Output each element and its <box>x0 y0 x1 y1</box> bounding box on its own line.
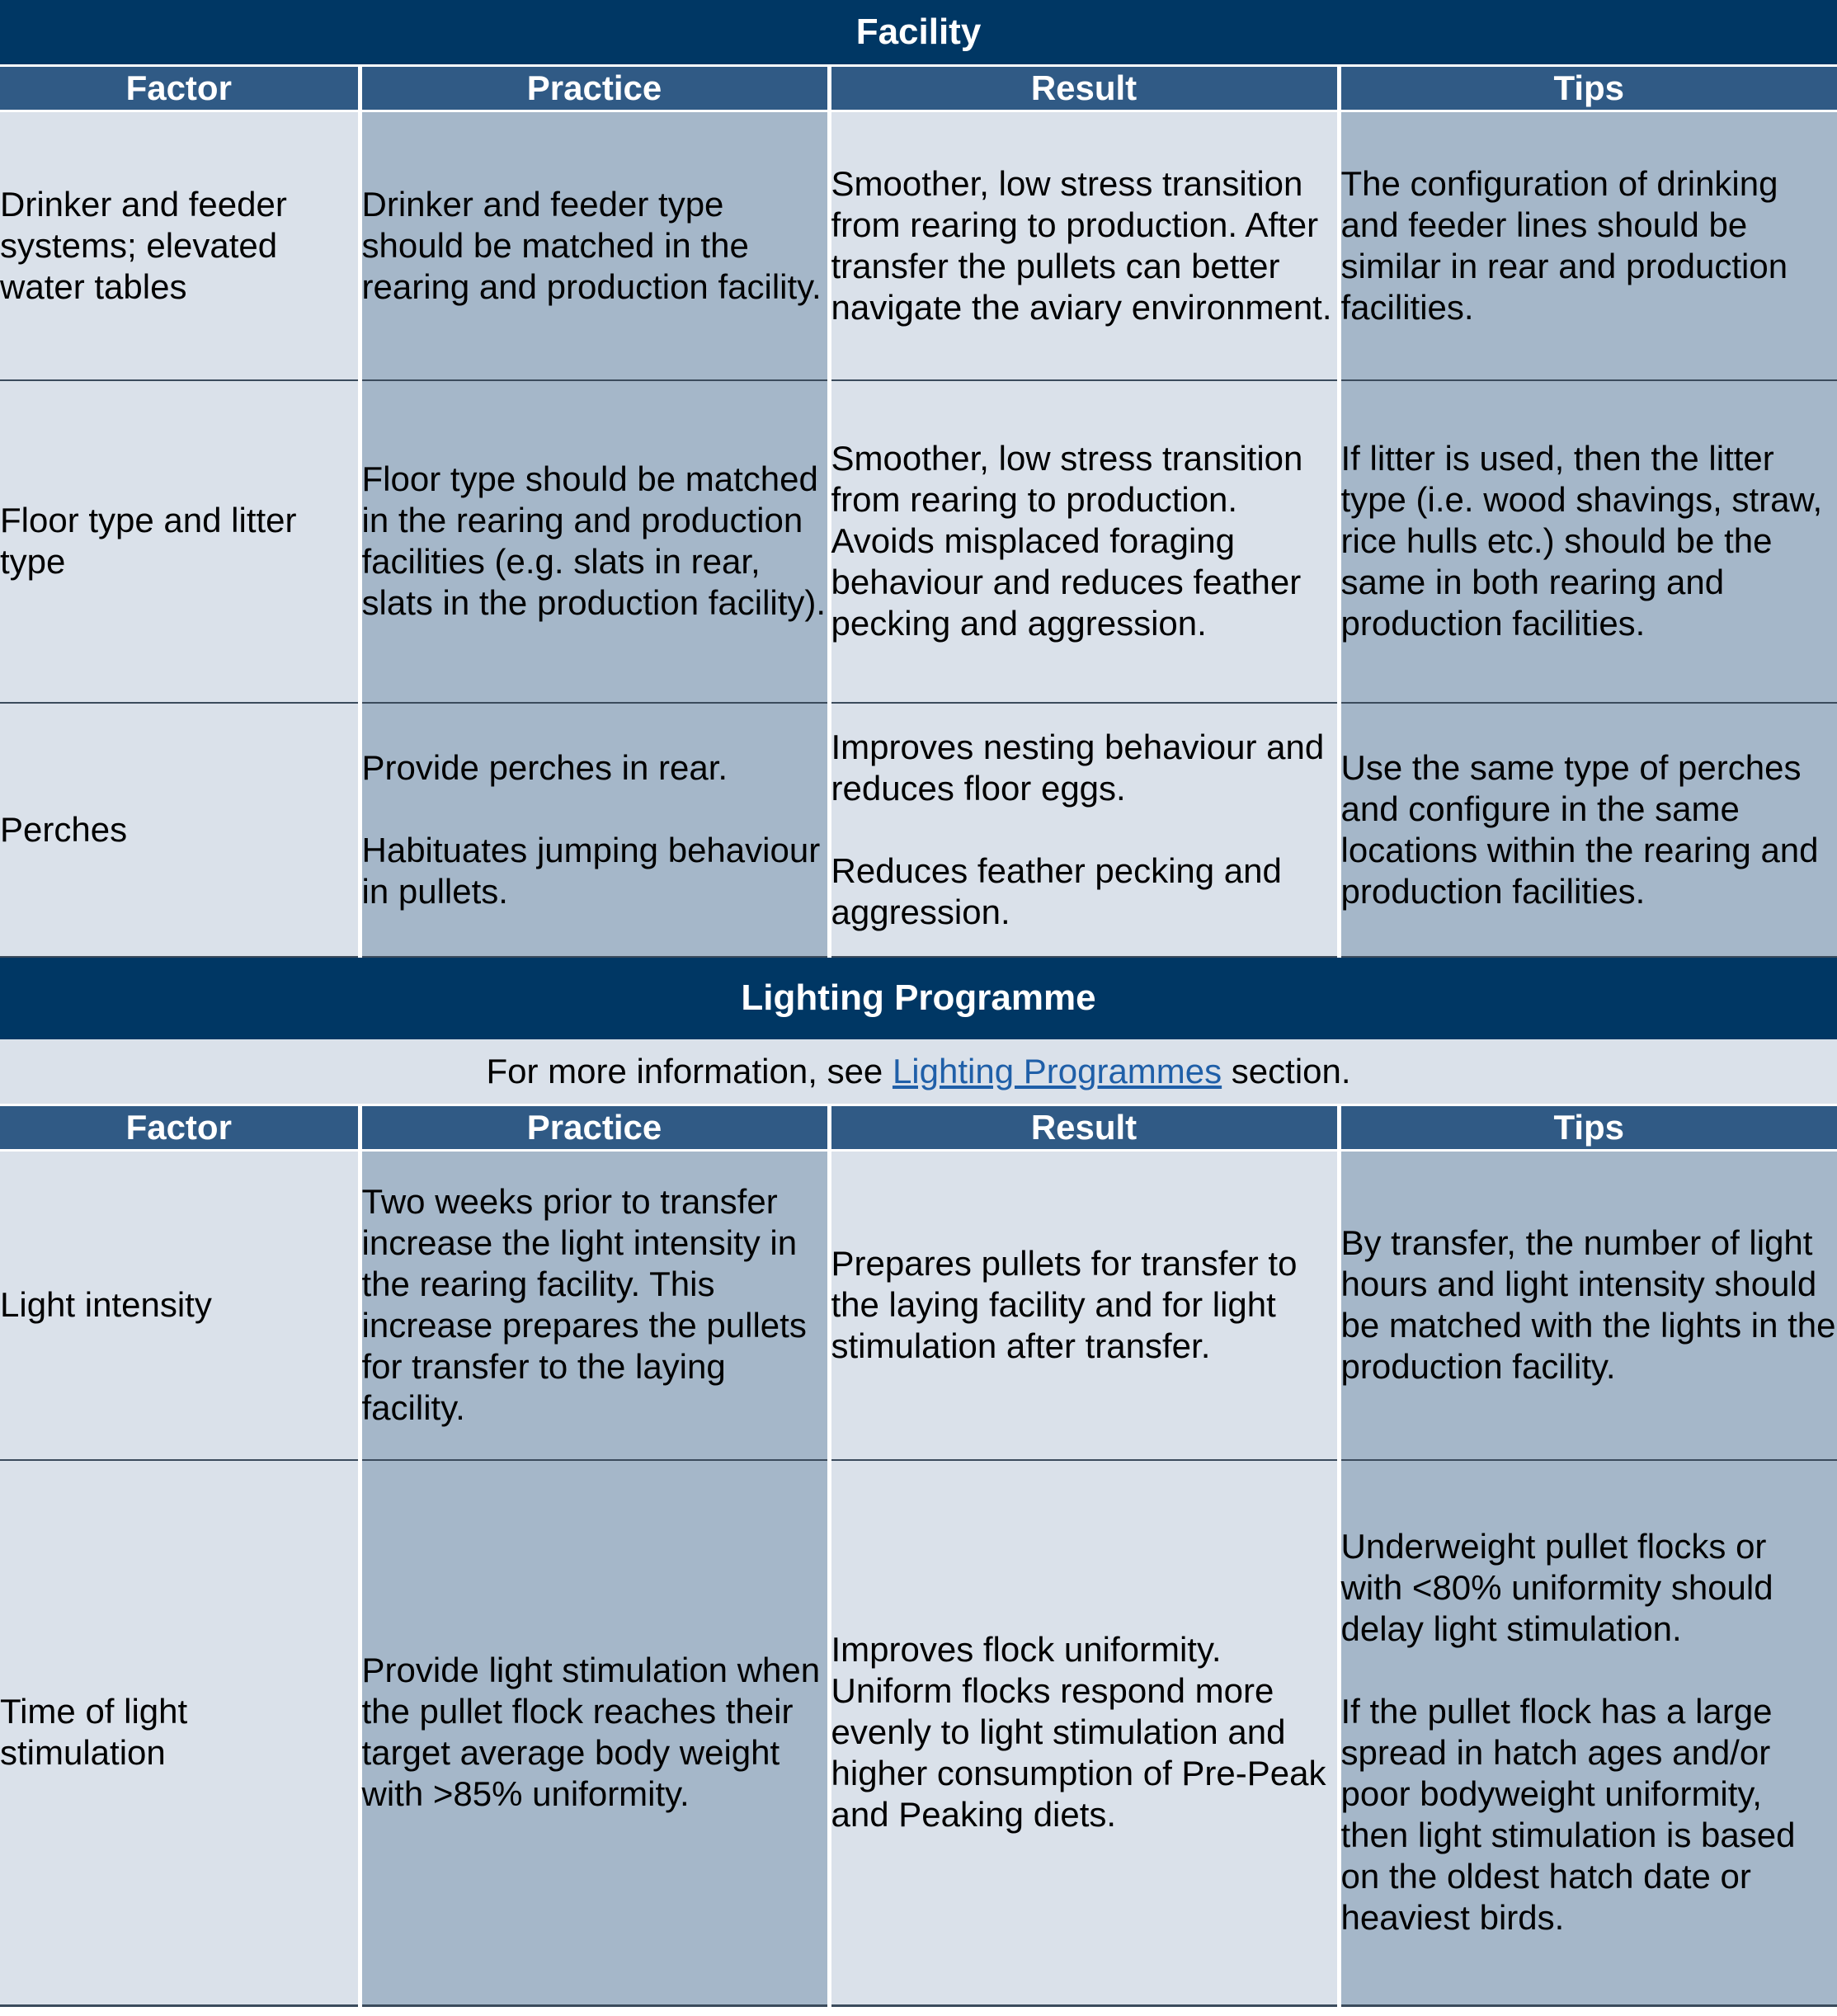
table-row <box>0 703 1837 957</box>
column-header-tips: Tips <box>1339 66 1837 111</box>
lighting-programmes-link[interactable]: Lighting Programmes <box>892 1051 1222 1090</box>
column-header-result: Result <box>829 66 1339 111</box>
practice-cell: Provide perches in rear. Habituates jumping behaviour in pullets. <box>360 703 829 957</box>
info-text: For more information, see Lighting Programmes section. <box>0 1039 1837 1105</box>
factor-cell: Light intensity <box>0 1150 360 1460</box>
tips-cell: If litter is used, then the litter type (i.e. wood shavings, straw, rice hulls etc.) should be the same in both rearing and production facilities. <box>1339 380 1837 703</box>
tips-cell: The configuration of drinking and feeder lines should be similar in rear and production facilities. <box>1339 111 1837 380</box>
tips-cell: Use the same type of perches and configure in the same locations within the rearing and production facilities. <box>1339 703 1837 957</box>
column-header-tips: Tips <box>1339 1105 1837 1150</box>
practice-cell: Drinker and feeder type should be matched in the rearing and production facility. <box>360 111 829 380</box>
result-cell: Smoother, low stress transition from rearing to production. After transfer the pullets can better navigate the aviary environment. <box>829 111 1339 380</box>
column-header-practice: Practice <box>360 66 829 111</box>
result-cell: Improves flock uniformity. Uniform flocks respond more evenly to light stimulation and higher consumption of Pre-Peak and Peaking diets. <box>829 1460 1339 2005</box>
column-header-row <box>0 66 1837 111</box>
factor-cell: Floor type and litter type <box>0 380 360 703</box>
column-header-factor: Factor <box>0 66 360 111</box>
column-header-row <box>0 1105 1837 1150</box>
table-row <box>0 1150 1837 1460</box>
table-row <box>0 380 1837 703</box>
factor-cell: Perches <box>0 703 360 957</box>
result-cell: Prepares pullets for transfer to the laying facility and for light stimulation after transfer. <box>829 1150 1339 1460</box>
result-cell: Improves nesting behaviour and reduces floor eggs. Reduces feather pecking and aggression. <box>829 703 1339 957</box>
factor-cell: Drinker and feeder systems; elevated water tables <box>0 111 360 380</box>
column-header-factor: Factor <box>0 1105 360 1150</box>
column-header-result: Result <box>829 1105 1339 1150</box>
practice-cell: Two weeks prior to transfer increase the light intensity in the rearing facility. This increase prepares the pullets for transfer to the laying facility. <box>360 1150 829 1460</box>
tips-cell: Underweight pullet flocks or with <80% uniformity should delay light stimulation. If the pullet flock has a large spread in hatch ages and/or poor bodyweight uniformity, then light stimulation is based on the oldest hatch date or heaviest birds. <box>1339 1460 1837 2005</box>
result-cell: Smoother, low stress transition from rearing to production. Avoids misplaced foraging behaviour and reduces feather pecking and aggression. <box>829 380 1339 703</box>
section-title-facility: Facility <box>0 0 1837 66</box>
table-row <box>0 1460 1837 2005</box>
info-row <box>0 1039 1837 1105</box>
column-header-practice: Practice <box>360 1105 829 1150</box>
table-row <box>0 111 1837 380</box>
tips-cell: By transfer, the number of light hours and light intensity should be matched with the lights in the production facility. <box>1339 1150 1837 1460</box>
practice-cell: Provide light stimulation when the pullet flock reaches their target average body weight with >85% uniformity. <box>360 1460 829 2005</box>
section-title-lighting-programme: Lighting Programme <box>0 957 1837 1039</box>
practice-cell: Floor type should be matched in the rearing and production facilities (e.g. slats in rear, slats in the production facility). <box>360 380 829 703</box>
factor-cell: Time of light stimulation <box>0 1460 360 2005</box>
